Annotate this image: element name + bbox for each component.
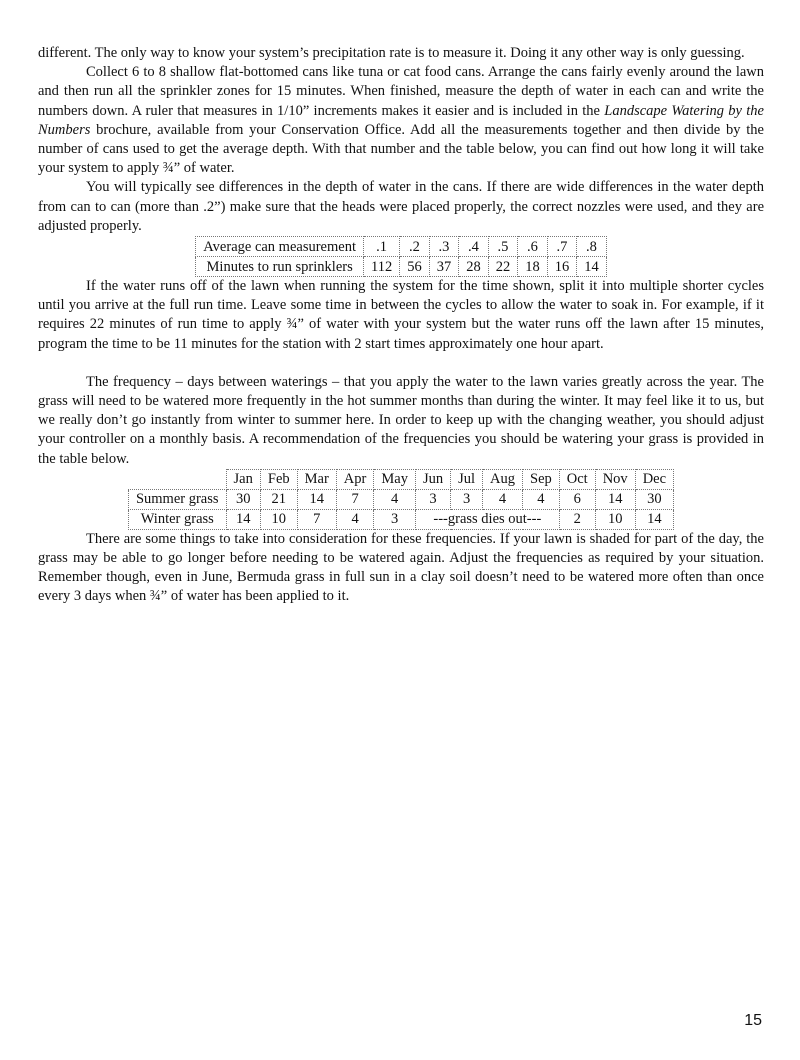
row-header-average-can: Average can measurement bbox=[196, 237, 364, 257]
paragraph-depth-differences: You will typically see differences in the depth of water in the cans. If there are wide differences in the water depth from can to can (more than .2”) make sure that the heads were placed properly, the correct nozzles were used, and they are adjusted properly. bbox=[38, 179, 764, 234]
paragraph-can-test bbox=[38, 63, 764, 178]
month-header: Feb bbox=[260, 469, 297, 489]
paragraph-runoff-cycles: If the water runs off of the lawn when running the system for the time shown, split it into multiple shorter cycles until you arrive at the full run time. Leave some time in between the cycles to allow the water to soak in. For example, if it requires 22 minutes of run time to apply ¾” of water with your system but the water runs off the lawn after 15 minutes, program the time to be 11 minutes for the station with 2 start times approximately one hour apart. bbox=[38, 278, 764, 352]
table-cell: 14 bbox=[635, 509, 673, 529]
paragraph-can-test-text-b: brochure, available from your Conservation Office. Add all the measurements together and then divide by the number of cans used to get the average depth. With that number and the table below, you can find out how long it will take your system to apply ¾” of water. bbox=[38, 121, 764, 177]
paragraph-can-test-text-a: Collect 6 to 8 shallow flat-bottomed cans like tuna or cat food cans. Arrange the cans fairly evenly around the lawn and then run all the sprinkler zones for 15 minutes. When finished, measure the depth of water in each can and write the numbers down. A ruler that measures in 1/10” increments makes it easier and is included in the bbox=[38, 64, 764, 119]
paragraph-precipitation-intro: different. The only way to know your system’s precipitation rate is to measure it. Doing it any other way is only guessing. bbox=[38, 45, 745, 61]
table-cell: 10 bbox=[260, 509, 297, 529]
table-cell: 10 bbox=[595, 509, 635, 529]
document-page bbox=[38, 44, 764, 607]
page-number: 15 bbox=[744, 1012, 762, 1029]
table-row bbox=[196, 237, 606, 257]
month-header: Aug bbox=[483, 469, 523, 489]
month-header: Apr bbox=[336, 469, 374, 489]
row-header-summer-grass: Summer grass bbox=[128, 489, 226, 509]
table-cell: 37 bbox=[429, 257, 459, 277]
month-header: Jul bbox=[451, 469, 483, 489]
table-cell: 4 bbox=[483, 489, 523, 509]
paragraph-frequency: The frequency – days between waterings – that you apply the water to the lawn varies greatly across the year. The grass will need to be watered more frequently in the hot summer months than during the winter. It may feel like it to us, but we really don’t go instantly from winter to summer here. In order to keep up with the changing weather, you should adjust your controller on a monthly basis. A recommendation of the frequencies you should be watering your grass is provided in the table below. bbox=[38, 373, 764, 467]
table-cell: 3 bbox=[451, 489, 483, 509]
table-row bbox=[128, 509, 673, 529]
table-cell: .5 bbox=[488, 237, 518, 257]
table-cell: 7 bbox=[336, 489, 374, 509]
run-time-table bbox=[195, 236, 606, 277]
frequency-table bbox=[128, 469, 674, 530]
month-header: Nov bbox=[595, 469, 635, 489]
table-cell: 14 bbox=[226, 509, 260, 529]
table-cell: 14 bbox=[577, 257, 607, 277]
table-cell: 21 bbox=[260, 489, 297, 509]
month-header: Jan bbox=[226, 469, 260, 489]
grass-dies-out-cell: ---grass dies out--- bbox=[415, 509, 559, 529]
table-cell: 18 bbox=[518, 257, 548, 277]
table-corner-cell bbox=[128, 469, 226, 489]
table-cell: .8 bbox=[577, 237, 607, 257]
month-header: Jun bbox=[415, 469, 450, 489]
table-cell: .7 bbox=[547, 237, 577, 257]
table-header-row bbox=[128, 469, 673, 489]
table-cell: 4 bbox=[374, 489, 416, 509]
table-cell: .3 bbox=[429, 237, 459, 257]
table-cell: .1 bbox=[363, 237, 399, 257]
month-header: Oct bbox=[559, 469, 595, 489]
table-cell: .2 bbox=[400, 237, 430, 257]
table-cell: 56 bbox=[400, 257, 430, 277]
row-header-winter-grass: Winter grass bbox=[128, 509, 226, 529]
table-cell: 3 bbox=[374, 509, 416, 529]
paragraph-spacer bbox=[38, 354, 764, 373]
month-header: Mar bbox=[297, 469, 336, 489]
paragraph-considerations: There are some things to take into consideration for these frequencies. If your lawn is shaded for part of the day, the grass may be able to go longer before needing to be watered again. Adjust the frequencies as required by your situation. Remember though, even in June, Bermuda grass in full sun in a clay soil doesn’t need to be watered more often than once every 3 days when ¾” of water has been applied to it. bbox=[38, 530, 764, 605]
month-header: May bbox=[374, 469, 416, 489]
table-cell: 112 bbox=[363, 257, 399, 277]
table-cell: 14 bbox=[297, 489, 336, 509]
table-row bbox=[196, 257, 606, 277]
table-cell: .4 bbox=[459, 237, 489, 257]
brochure-title: Landscape Watering by the Numbers bbox=[38, 102, 764, 138]
month-header: Sep bbox=[523, 469, 560, 489]
table-row bbox=[128, 489, 673, 509]
table-cell: 4 bbox=[523, 489, 560, 509]
row-header-minutes: Minutes to run sprinklers bbox=[196, 257, 364, 277]
table-cell: 6 bbox=[559, 489, 595, 509]
table-cell: 4 bbox=[336, 509, 374, 529]
table-cell: 30 bbox=[635, 489, 673, 509]
table-cell: 7 bbox=[297, 509, 336, 529]
table-cell: 14 bbox=[595, 489, 635, 509]
table-cell: 30 bbox=[226, 489, 260, 509]
table-cell: 22 bbox=[488, 257, 518, 277]
table-cell: 3 bbox=[415, 489, 450, 509]
table-cell: 28 bbox=[459, 257, 489, 277]
table-cell: 16 bbox=[547, 257, 577, 277]
table-cell: 2 bbox=[559, 509, 595, 529]
month-header: Dec bbox=[635, 469, 673, 489]
table-cell: .6 bbox=[518, 237, 548, 257]
